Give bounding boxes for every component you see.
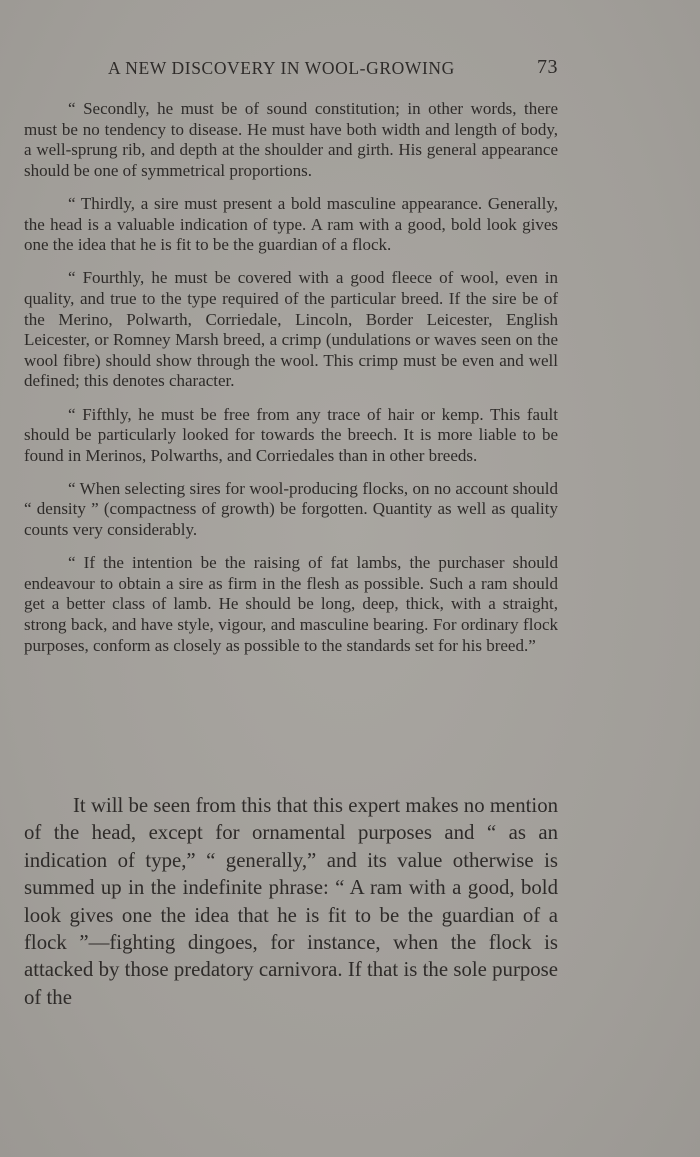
page-header	[24, 56, 558, 82]
body-text	[24, 792, 558, 1011]
body-paragraph: It will be seen from this that this expert makes no mention of the head, except for ornamental purposes and “ as an indication of type,” “ generally,” and its value otherwise is summed up in the indefinite phrase: “ A ram with a good, bold look gives one the idea that he is fit to be the guardian of a flock ”—fighting dingoes, for instance, when the flock is attacked by those predatory carnivora. If that is the sole purpose of the	[24, 794, 558, 1009]
quoted-paragraph: “ Secondly, he must be of sound constitution; in other words, there must be no tendency to disease. He must have both width and length of body, a well-sprung rib, and depth at the shoulder and girth. His general appearance should be one of symmetrical proportions.	[24, 99, 558, 180]
quoted-paragraph: “ Thirdly, a sire must present a bold masculine appearance. Generally, the head is a valuable indication of type. A ram with a good, bold look gives one the idea that he is fit to be the guardian of a flock.	[24, 193, 558, 255]
quoted-paragraph: “ If the intention be the raising of fat lambs, the purchaser should endeavour to obtain a sire as firm in the flesh as possible. Such a ram should get a better class of lamb. He should be long, deep, thick, with a straight, strong back, and have style, vigour, and masculine bearing. For ordinary flock purposes, conform as closely as possible to the standards set for his breed.”	[24, 553, 558, 655]
quoted-paragraph: “ When selecting sires for wool-producing flocks, on no account should “ density ” (compactness of growth) be forgotten. Quantity as well as quality counts very considerably.	[24, 478, 558, 540]
page-number: 73	[537, 56, 558, 78]
running-head: A NEW DISCOVERY IN WOOL-GROWING	[108, 58, 455, 78]
quoted-passage	[24, 99, 558, 669]
quoted-paragraph: “ Fourthly, he must be covered with a good fleece of wool, even in quality, and true to the type required of the particular breed. If the sire be of the Merino, Polwarth, Corriedale, Lincoln, Border Leicester, English Leicester, or Romney Marsh breed, a crimp (undulations or waves seen on the wool fibre) should show through the wool. This crimp must be even and well defined; this denotes character.	[24, 268, 558, 391]
quoted-paragraph: “ Fifthly, he must be free from any trace of hair or kemp. This fault should be particularly looked for towards the breech. It is more liable to be found in Merinos, Polwarths, and Corriedales than in other breeds.	[24, 404, 558, 465]
